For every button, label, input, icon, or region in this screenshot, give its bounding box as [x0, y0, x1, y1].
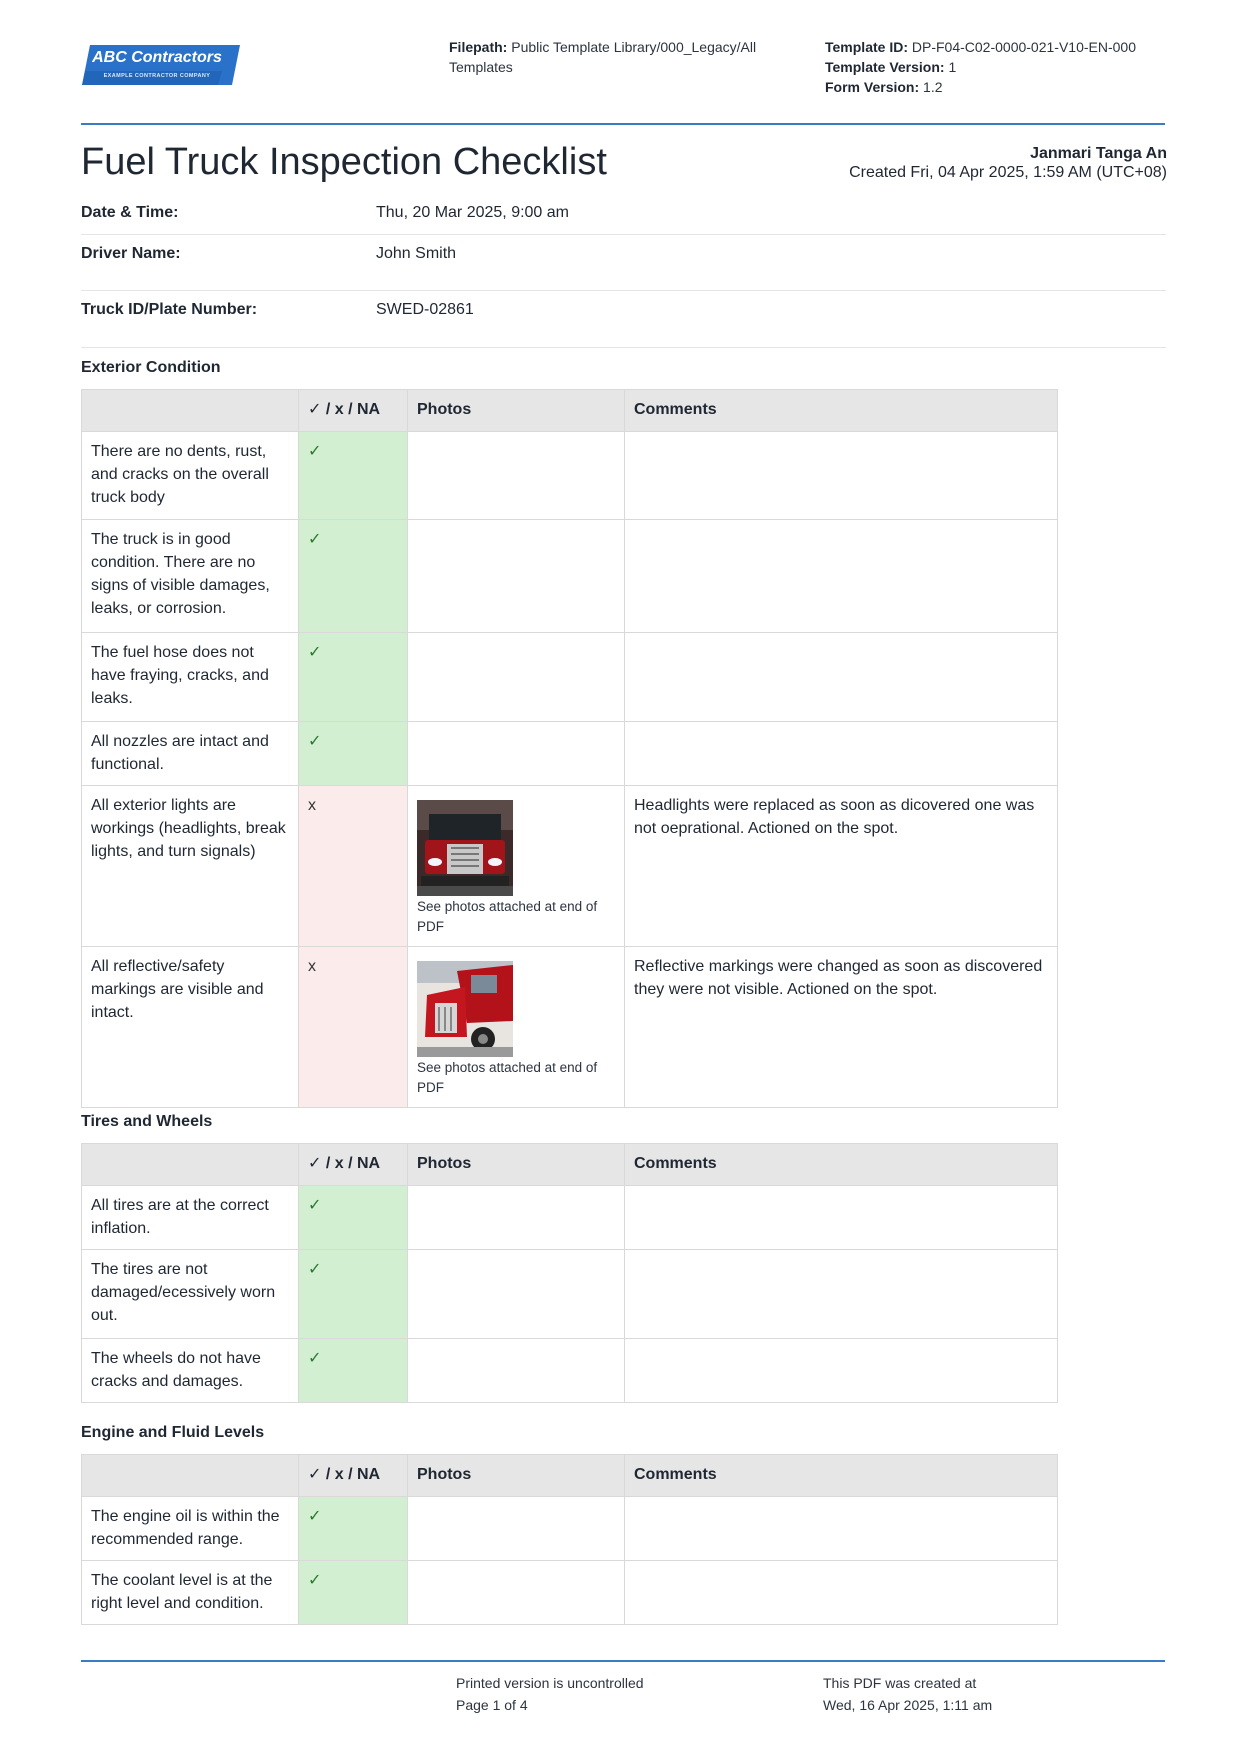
item-text: All exterior lights are workings (headlights, break lights, and turn signals) — [82, 786, 299, 947]
logo-tagline: EXAMPLE CONTRACTOR COMPANY — [103, 73, 211, 79]
status-pass: ✓ — [299, 520, 408, 633]
photos-cell — [408, 1250, 625, 1339]
photos-column-header: Photos — [408, 1455, 625, 1497]
photos-column-header: Photos — [408, 390, 625, 432]
checklist-table-exterior — [81, 389, 1058, 1108]
status-pass: ✓ — [299, 1250, 408, 1339]
info-row-truck-id — [81, 291, 1166, 348]
info-row-date — [81, 196, 1166, 235]
info-label: Driver Name: — [81, 245, 181, 262]
status-pass: ✓ — [299, 1561, 408, 1625]
status-pass: ✓ — [299, 1186, 408, 1250]
item-text: All nozzles are intact and functional. — [82, 722, 299, 786]
comment-cell — [625, 520, 1058, 633]
info-value: Thu, 20 Mar 2025, 9:00 am — [376, 204, 569, 221]
section-title: Engine and Fluid Levels — [81, 1424, 265, 1441]
status-column-header: ✓ / x / NA — [299, 1144, 408, 1186]
filepath-meta — [449, 37, 779, 77]
created-date: Created Fri, 04 Apr 2025, 1:59 AM (UTC+08) — [849, 164, 1167, 181]
table-row — [82, 633, 1058, 722]
item-text: The coolant level is at the right level and condition. — [82, 1561, 299, 1625]
comment-cell — [625, 1497, 1058, 1561]
table-row — [82, 1250, 1058, 1339]
photo-caption: See photos attached at end of PDF — [417, 1060, 598, 1095]
footer-print-info — [456, 1672, 644, 1716]
page-number: Page 1 of 4 — [456, 1697, 528, 1713]
header-divider — [81, 123, 1165, 125]
table-row — [82, 722, 1058, 786]
truck-side-photo-icon[interactable] — [417, 961, 513, 1057]
status-pass: ✓ — [299, 633, 408, 722]
footer-divider — [81, 1660, 1165, 1662]
photos-cell — [408, 1339, 625, 1403]
checklist-table-tires — [81, 1143, 1058, 1403]
table-row — [82, 786, 1058, 947]
status-pass: ✓ — [299, 432, 408, 520]
item-text: All reflective/safety markings are visible and intact. — [82, 947, 299, 1108]
info-row-driver — [81, 235, 1166, 291]
logo-name: ABC Contractors — [92, 49, 222, 66]
comment-cell — [625, 633, 1058, 722]
template-version-value: 1 — [948, 59, 957, 75]
photos-column-header: Photos — [408, 1144, 625, 1186]
table-row — [82, 1339, 1058, 1403]
comments-column-header: Comments — [625, 390, 1058, 432]
section-title: Exterior Condition — [81, 359, 221, 376]
footer-created-info — [823, 1672, 992, 1716]
status-pass: ✓ — [299, 722, 408, 786]
table-row — [82, 520, 1058, 633]
item-text: There are no dents, rust, and cracks on the overall truck body — [82, 432, 299, 520]
info-value: SWED-02861 — [376, 301, 474, 318]
filepath-value: Public Template Library/000_Legacy/All Templates — [449, 39, 757, 75]
status-pass: ✓ — [299, 1497, 408, 1561]
table-row — [82, 1497, 1058, 1561]
item-text: All tires are at the correct inflation. — [82, 1186, 299, 1250]
photos-cell — [408, 633, 625, 722]
photos-cell — [408, 722, 625, 786]
item-text: The tires are not damaged/ecessively worn out. — [82, 1250, 299, 1339]
form-version-value: 1.2 — [923, 79, 943, 95]
item-column-header — [82, 1455, 299, 1497]
comment-cell: Headlights were replaced as soon as dicovered one was not oeprational. Actioned on the spot. — [625, 786, 1058, 947]
item-text: The fuel hose does not have fraying, cracks, and leaks. — [82, 633, 299, 722]
form-version-label: Form Version: — [825, 79, 920, 95]
template-id-value: DP-F04-C02-0000-021-V10-EN-000 — [911, 39, 1136, 55]
item-text: The truck is in good condition. There are no signs of visible damages, leaks, or corrosion. — [82, 520, 299, 633]
item-text: The engine oil is within the recommended range. — [82, 1497, 299, 1561]
checklist-table-engine — [81, 1454, 1058, 1625]
photos-cell — [408, 520, 625, 633]
photo-caption: See photos attached at end of PDF — [417, 899, 598, 934]
page-title: Fuel Truck Inspection Checklist — [81, 141, 607, 183]
uncontrolled-notice: Printed version is uncontrolled — [456, 1675, 644, 1691]
info-label: Truck ID/Plate Number: — [81, 301, 258, 318]
photos-cell — [408, 786, 625, 947]
item-column-header — [82, 1144, 299, 1186]
table-row — [82, 432, 1058, 520]
status-column-header: ✓ / x / NA — [299, 1455, 408, 1497]
filepath-label: Filepath: — [449, 39, 508, 55]
section-title: Tires and Wheels — [81, 1113, 213, 1130]
item-text: The wheels do not have cracks and damages. — [82, 1339, 299, 1403]
comments-column-header: Comments — [625, 1144, 1058, 1186]
pdf-created-value: Wed, 16 Apr 2025, 1:11 am — [823, 1697, 993, 1713]
comments-column-header: Comments — [625, 1455, 1058, 1497]
comment-cell — [625, 1561, 1058, 1625]
comment-cell — [625, 1250, 1058, 1339]
comment-cell — [625, 432, 1058, 520]
table-row — [82, 1561, 1058, 1625]
comment-cell — [625, 722, 1058, 786]
company-logo — [82, 45, 240, 91]
template-meta — [825, 37, 1205, 97]
table-header-row — [82, 1455, 1058, 1497]
photos-cell — [408, 1561, 625, 1625]
author-name: Janmari Tanga An — [1030, 145, 1167, 162]
info-label: Date & Time: — [81, 204, 179, 221]
status-pass: ✓ — [299, 1339, 408, 1403]
template-id-label: Template ID: — [825, 39, 908, 55]
photos-cell — [408, 947, 625, 1108]
photos-cell — [408, 432, 625, 520]
author-block — [849, 144, 1167, 182]
pdf-created-label: This PDF was created at — [823, 1675, 977, 1691]
item-column-header — [82, 390, 299, 432]
table-header-row — [82, 1144, 1058, 1186]
template-version-label: Template Version: — [825, 59, 945, 75]
status-fail: x — [299, 947, 408, 1108]
comment-cell — [625, 1339, 1058, 1403]
status-fail: x — [299, 786, 408, 947]
table-header-row — [82, 390, 1058, 432]
table-row — [82, 1186, 1058, 1250]
photos-cell — [408, 1186, 625, 1250]
status-column-header: ✓ / x / NA — [299, 390, 408, 432]
comment-cell — [625, 1186, 1058, 1250]
info-value: John Smith — [376, 245, 457, 262]
truck-front-photo-icon[interactable] — [417, 800, 513, 896]
comment-cell: Reflective markings were changed as soon as discovered they were not visible. Actioned on the spot. — [625, 947, 1058, 1108]
photos-cell — [408, 1497, 625, 1561]
table-row — [82, 947, 1058, 1108]
